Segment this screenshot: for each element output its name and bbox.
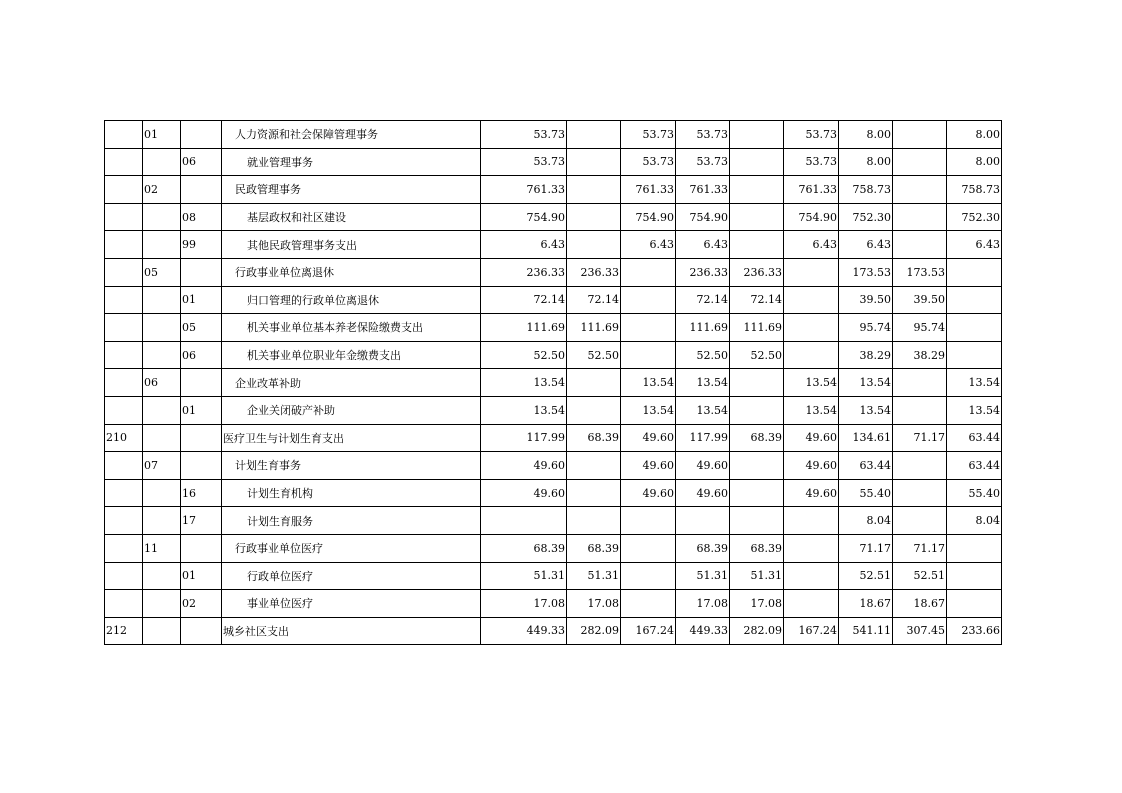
class-code-cell xyxy=(105,369,143,397)
value-col-6: 49.60 xyxy=(784,479,839,507)
subject-name-cell: 医疗卫生与计划生育支出 xyxy=(222,424,481,452)
subject-name-cell: 计划生育机构 xyxy=(222,479,481,507)
value-col-5: 51.31 xyxy=(730,562,784,590)
value-col-3: 53.73 xyxy=(621,148,676,176)
subject-name-cell: 其他民政管理事务支出 xyxy=(222,231,481,259)
table-row xyxy=(105,479,1002,507)
value-col-7: 8.04 xyxy=(839,507,893,535)
class-code-cell xyxy=(105,121,143,149)
value-col-2 xyxy=(567,479,621,507)
value-col-1: 49.60 xyxy=(481,452,567,480)
value-col-6: 754.90 xyxy=(784,203,839,231)
value-col-2: 68.39 xyxy=(567,424,621,452)
value-col-9 xyxy=(947,590,1002,618)
value-col-2: 72.14 xyxy=(567,286,621,314)
section-code-cell xyxy=(143,341,181,369)
value-col-9: 8.04 xyxy=(947,507,1002,535)
value-col-8 xyxy=(893,452,947,480)
value-col-8: 173.53 xyxy=(893,258,947,286)
value-col-7: 6.43 xyxy=(839,231,893,259)
value-col-8: 95.74 xyxy=(893,314,947,342)
value-col-6: 49.60 xyxy=(784,424,839,452)
item-code-cell: 16 xyxy=(181,479,222,507)
subject-name-cell: 就业管理事务 xyxy=(222,148,481,176)
subject-name-cell: 机关事业单位职业年金缴费支出 xyxy=(222,341,481,369)
value-col-3 xyxy=(621,562,676,590)
value-col-6: 13.54 xyxy=(784,369,839,397)
value-col-4: 13.54 xyxy=(676,396,730,424)
section-code-cell xyxy=(143,424,181,452)
class-code-cell xyxy=(105,148,143,176)
subject-name-cell: 行政事业单位离退休 xyxy=(222,258,481,286)
value-col-8 xyxy=(893,121,947,149)
value-col-2: 111.69 xyxy=(567,314,621,342)
subject-name-cell: 计划生育事务 xyxy=(222,452,481,480)
class-code-cell xyxy=(105,507,143,535)
value-col-4: 51.31 xyxy=(676,562,730,590)
value-col-2 xyxy=(567,176,621,204)
value-col-1: 761.33 xyxy=(481,176,567,204)
value-col-7: 758.73 xyxy=(839,176,893,204)
value-col-5 xyxy=(730,369,784,397)
value-col-4 xyxy=(676,507,730,535)
value-col-4: 449.33 xyxy=(676,617,730,645)
section-code-cell xyxy=(143,562,181,590)
value-col-3 xyxy=(621,534,676,562)
value-col-3 xyxy=(621,341,676,369)
table-row xyxy=(105,396,1002,424)
subject-name-cell: 行政事业单位医疗 xyxy=(222,534,481,562)
value-col-5: 68.39 xyxy=(730,534,784,562)
value-col-6 xyxy=(784,590,839,618)
subject-name-cell: 行政单位医疗 xyxy=(222,562,481,590)
value-col-2 xyxy=(567,507,621,535)
table-row xyxy=(105,534,1002,562)
value-col-1: 51.31 xyxy=(481,562,567,590)
class-code-cell xyxy=(105,203,143,231)
value-col-3 xyxy=(621,590,676,618)
value-col-4: 53.73 xyxy=(676,148,730,176)
value-col-1: 449.33 xyxy=(481,617,567,645)
value-col-8: 71.17 xyxy=(893,534,947,562)
section-code-cell xyxy=(143,231,181,259)
class-code-cell: 212 xyxy=(105,617,143,645)
class-code-cell xyxy=(105,231,143,259)
value-col-6: 49.60 xyxy=(784,452,839,480)
class-code-cell xyxy=(105,452,143,480)
class-code-cell xyxy=(105,314,143,342)
value-col-9: 758.73 xyxy=(947,176,1002,204)
subject-name-cell: 基层政权和社区建设 xyxy=(222,203,481,231)
value-col-5 xyxy=(730,231,784,259)
value-col-6 xyxy=(784,286,839,314)
subject-name-cell: 事业单位医疗 xyxy=(222,590,481,618)
value-col-3: 761.33 xyxy=(621,176,676,204)
value-col-5: 282.09 xyxy=(730,617,784,645)
value-col-9: 233.66 xyxy=(947,617,1002,645)
section-code-cell xyxy=(143,617,181,645)
value-col-3: 49.60 xyxy=(621,452,676,480)
value-col-9: 8.00 xyxy=(947,121,1002,149)
table-row xyxy=(105,121,1002,149)
value-col-2 xyxy=(567,396,621,424)
value-col-9 xyxy=(947,562,1002,590)
value-col-5: 52.50 xyxy=(730,341,784,369)
value-col-4: 49.60 xyxy=(676,452,730,480)
value-col-2: 68.39 xyxy=(567,534,621,562)
value-col-5: 68.39 xyxy=(730,424,784,452)
class-code-cell xyxy=(105,258,143,286)
value-col-4: 72.14 xyxy=(676,286,730,314)
value-col-5 xyxy=(730,121,784,149)
value-col-4: 53.73 xyxy=(676,121,730,149)
value-col-7: 8.00 xyxy=(839,148,893,176)
value-col-7: 173.53 xyxy=(839,258,893,286)
value-col-2: 17.08 xyxy=(567,590,621,618)
value-col-3 xyxy=(621,507,676,535)
value-col-1: 53.73 xyxy=(481,121,567,149)
section-code-cell: 02 xyxy=(143,176,181,204)
table-row xyxy=(105,203,1002,231)
value-col-1: 72.14 xyxy=(481,286,567,314)
value-col-3: 13.54 xyxy=(621,369,676,397)
value-col-2 xyxy=(567,203,621,231)
table-body xyxy=(105,121,1002,645)
value-col-1: 236.33 xyxy=(481,258,567,286)
value-col-1: 53.73 xyxy=(481,148,567,176)
value-col-5 xyxy=(730,479,784,507)
value-col-1: 754.90 xyxy=(481,203,567,231)
value-col-6: 53.73 xyxy=(784,121,839,149)
value-col-4: 6.43 xyxy=(676,231,730,259)
value-col-4: 68.39 xyxy=(676,534,730,562)
value-col-8: 307.45 xyxy=(893,617,947,645)
value-col-7: 52.51 xyxy=(839,562,893,590)
value-col-1: 13.54 xyxy=(481,396,567,424)
value-col-8 xyxy=(893,148,947,176)
item-code-cell xyxy=(181,424,222,452)
item-code-cell: 01 xyxy=(181,396,222,424)
value-col-2: 51.31 xyxy=(567,562,621,590)
subject-name-cell: 机关事业单位基本养老保险缴费支出 xyxy=(222,314,481,342)
value-col-2 xyxy=(567,121,621,149)
value-col-7: 71.17 xyxy=(839,534,893,562)
value-col-5: 17.08 xyxy=(730,590,784,618)
value-col-3 xyxy=(621,286,676,314)
item-code-cell: 01 xyxy=(181,562,222,590)
value-col-7: 38.29 xyxy=(839,341,893,369)
value-col-8 xyxy=(893,176,947,204)
value-col-8 xyxy=(893,203,947,231)
subject-name-cell: 计划生育服务 xyxy=(222,507,481,535)
value-col-4: 236.33 xyxy=(676,258,730,286)
value-col-4: 17.08 xyxy=(676,590,730,618)
value-col-9: 8.00 xyxy=(947,148,1002,176)
value-col-3: 6.43 xyxy=(621,231,676,259)
value-col-3 xyxy=(621,314,676,342)
value-col-6 xyxy=(784,562,839,590)
value-col-1: 117.99 xyxy=(481,424,567,452)
item-code-cell xyxy=(181,617,222,645)
value-col-9 xyxy=(947,286,1002,314)
value-col-8 xyxy=(893,507,947,535)
item-code-cell: 08 xyxy=(181,203,222,231)
value-col-4: 761.33 xyxy=(676,176,730,204)
value-col-9: 13.54 xyxy=(947,396,1002,424)
table-row xyxy=(105,452,1002,480)
value-col-7: 39.50 xyxy=(839,286,893,314)
value-col-3: 167.24 xyxy=(621,617,676,645)
table-row xyxy=(105,590,1002,618)
table-row xyxy=(105,176,1002,204)
value-col-8: 71.17 xyxy=(893,424,947,452)
value-col-8: 18.67 xyxy=(893,590,947,618)
value-col-1: 17.08 xyxy=(481,590,567,618)
class-code-cell xyxy=(105,479,143,507)
section-code-cell: 06 xyxy=(143,369,181,397)
value-col-8 xyxy=(893,369,947,397)
section-code-cell xyxy=(143,396,181,424)
value-col-6: 761.33 xyxy=(784,176,839,204)
section-code-cell: 11 xyxy=(143,534,181,562)
subject-name-cell: 归口管理的行政单位离退休 xyxy=(222,286,481,314)
value-col-4: 52.50 xyxy=(676,341,730,369)
value-col-2 xyxy=(567,369,621,397)
table-row xyxy=(105,369,1002,397)
class-code-cell xyxy=(105,286,143,314)
subject-name-cell: 人力资源和社会保障管理事务 xyxy=(222,121,481,149)
table-row xyxy=(105,617,1002,645)
value-col-8: 52.51 xyxy=(893,562,947,590)
value-col-6: 13.54 xyxy=(784,396,839,424)
table-row xyxy=(105,231,1002,259)
section-code-cell: 01 xyxy=(143,121,181,149)
value-col-7: 55.40 xyxy=(839,479,893,507)
table-row xyxy=(105,148,1002,176)
subject-name-cell: 企业关闭破产补助 xyxy=(222,396,481,424)
value-col-5 xyxy=(730,396,784,424)
value-col-6 xyxy=(784,258,839,286)
value-col-9 xyxy=(947,534,1002,562)
value-col-9: 752.30 xyxy=(947,203,1002,231)
subject-name-cell: 民政管理事务 xyxy=(222,176,481,204)
value-col-5: 236.33 xyxy=(730,258,784,286)
class-code-cell xyxy=(105,176,143,204)
value-col-9 xyxy=(947,341,1002,369)
item-code-cell xyxy=(181,452,222,480)
value-col-5 xyxy=(730,176,784,204)
value-col-3: 53.73 xyxy=(621,121,676,149)
value-col-6 xyxy=(784,341,839,369)
value-col-9: 63.44 xyxy=(947,424,1002,452)
value-col-2: 52.50 xyxy=(567,341,621,369)
item-code-cell: 17 xyxy=(181,507,222,535)
value-col-1: 49.60 xyxy=(481,479,567,507)
class-code-cell: 210 xyxy=(105,424,143,452)
value-col-3: 49.60 xyxy=(621,479,676,507)
value-col-8: 39.50 xyxy=(893,286,947,314)
value-col-1: 68.39 xyxy=(481,534,567,562)
class-code-cell xyxy=(105,590,143,618)
value-col-7: 134.61 xyxy=(839,424,893,452)
value-col-6 xyxy=(784,507,839,535)
section-code-cell xyxy=(143,286,181,314)
value-col-1: 13.54 xyxy=(481,369,567,397)
item-code-cell: 06 xyxy=(181,341,222,369)
item-code-cell: 05 xyxy=(181,314,222,342)
item-code-cell: 99 xyxy=(181,231,222,259)
value-col-4: 754.90 xyxy=(676,203,730,231)
value-col-9 xyxy=(947,314,1002,342)
value-col-8: 38.29 xyxy=(893,341,947,369)
item-code-cell xyxy=(181,121,222,149)
value-col-7: 13.54 xyxy=(839,396,893,424)
table-row xyxy=(105,424,1002,452)
value-col-7: 18.67 xyxy=(839,590,893,618)
value-col-8 xyxy=(893,479,947,507)
value-col-6: 167.24 xyxy=(784,617,839,645)
value-col-7: 95.74 xyxy=(839,314,893,342)
value-col-3: 13.54 xyxy=(621,396,676,424)
value-col-6 xyxy=(784,314,839,342)
value-col-7: 8.00 xyxy=(839,121,893,149)
value-col-6 xyxy=(784,534,839,562)
item-code-cell: 06 xyxy=(181,148,222,176)
table-row xyxy=(105,507,1002,535)
item-code-cell: 02 xyxy=(181,590,222,618)
value-col-6: 53.73 xyxy=(784,148,839,176)
value-col-4: 49.60 xyxy=(676,479,730,507)
class-code-cell xyxy=(105,396,143,424)
class-code-cell xyxy=(105,534,143,562)
section-code-cell xyxy=(143,148,181,176)
value-col-7: 752.30 xyxy=(839,203,893,231)
item-code-cell xyxy=(181,534,222,562)
value-col-2: 282.09 xyxy=(567,617,621,645)
value-col-5 xyxy=(730,452,784,480)
value-col-7: 63.44 xyxy=(839,452,893,480)
value-col-2 xyxy=(567,231,621,259)
value-col-8 xyxy=(893,396,947,424)
value-col-1: 6.43 xyxy=(481,231,567,259)
table-row xyxy=(105,314,1002,342)
section-code-cell: 07 xyxy=(143,452,181,480)
value-col-4: 13.54 xyxy=(676,369,730,397)
value-col-9: 63.44 xyxy=(947,452,1002,480)
budget-expenditure-table xyxy=(104,120,1002,645)
item-code-cell xyxy=(181,176,222,204)
value-col-9: 55.40 xyxy=(947,479,1002,507)
subject-name-cell: 企业改革补助 xyxy=(222,369,481,397)
value-col-1 xyxy=(481,507,567,535)
table-row xyxy=(105,286,1002,314)
item-code-cell xyxy=(181,258,222,286)
value-col-4: 117.99 xyxy=(676,424,730,452)
value-col-1: 52.50 xyxy=(481,341,567,369)
value-col-6: 6.43 xyxy=(784,231,839,259)
value-col-5: 111.69 xyxy=(730,314,784,342)
value-col-5 xyxy=(730,507,784,535)
value-col-2 xyxy=(567,148,621,176)
value-col-3 xyxy=(621,258,676,286)
value-col-8 xyxy=(893,231,947,259)
subject-name-cell: 城乡社区支出 xyxy=(222,617,481,645)
value-col-9: 13.54 xyxy=(947,369,1002,397)
item-code-cell xyxy=(181,369,222,397)
table-row xyxy=(105,258,1002,286)
value-col-1: 111.69 xyxy=(481,314,567,342)
section-code-cell xyxy=(143,314,181,342)
value-col-5 xyxy=(730,203,784,231)
table-row xyxy=(105,562,1002,590)
section-code-cell xyxy=(143,590,181,618)
class-code-cell xyxy=(105,341,143,369)
value-col-9 xyxy=(947,258,1002,286)
section-code-cell xyxy=(143,203,181,231)
section-code-cell xyxy=(143,479,181,507)
value-col-5 xyxy=(730,148,784,176)
value-col-9: 6.43 xyxy=(947,231,1002,259)
value-col-7: 541.11 xyxy=(839,617,893,645)
class-code-cell xyxy=(105,562,143,590)
value-col-7: 13.54 xyxy=(839,369,893,397)
item-code-cell: 01 xyxy=(181,286,222,314)
value-col-2: 236.33 xyxy=(567,258,621,286)
value-col-4: 111.69 xyxy=(676,314,730,342)
section-code-cell: 05 xyxy=(143,258,181,286)
section-code-cell xyxy=(143,507,181,535)
value-col-5: 72.14 xyxy=(730,286,784,314)
value-col-2 xyxy=(567,452,621,480)
table-row xyxy=(105,341,1002,369)
value-col-3: 754.90 xyxy=(621,203,676,231)
value-col-3: 49.60 xyxy=(621,424,676,452)
